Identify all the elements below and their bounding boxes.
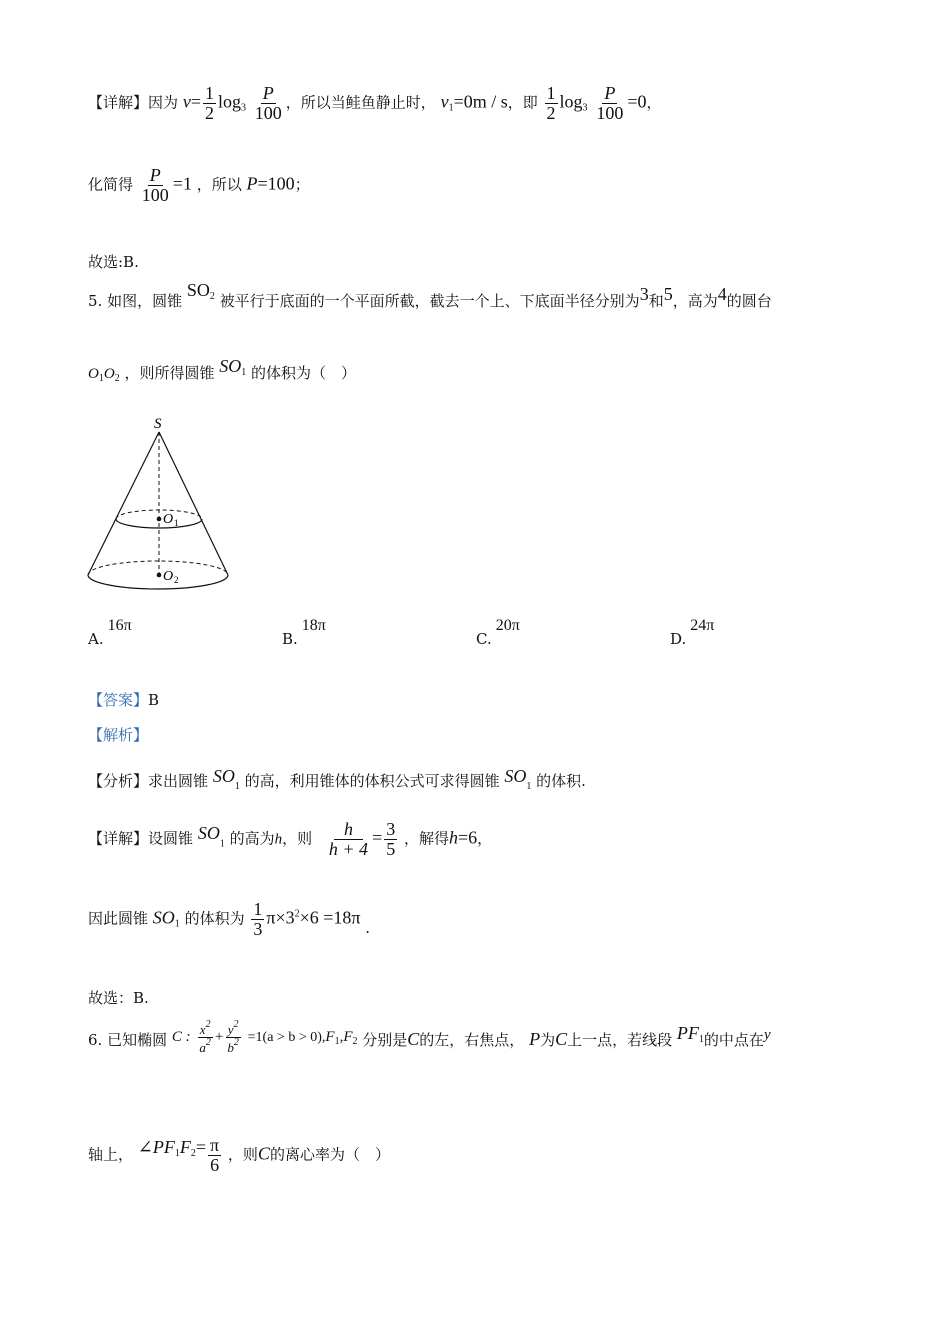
- detail2-line: 【详解】设圆锥 $SO_1$ 的高为h，则 $\frac{h}{h + 4}$ = $\frac{3}{5}$ ，解得h=6，: [88, 819, 493, 859]
- frac-h-over-h4: $\frac{h}{h + 4}$: [328, 819, 369, 859]
- question-5-line2: $O_1O_2$ ，则所得圆锥 $SO^1$ 的体积为（ ）: [88, 356, 357, 384]
- frac-3-5: $\frac{3}{5}$: [386, 819, 396, 859]
- analysis-line: 【分析】求出圆锥 $SO_1$ 的高，利用锥体的体积公式可求得圆锥 $SO_1$ 的体积.: [88, 766, 586, 792]
- cone-figure: [80, 410, 250, 595]
- cone-left-edge: [88, 432, 159, 575]
- simplify-line: 化简得 $\frac{P}{100}$ =1 ，所以 P=100；: [88, 165, 310, 205]
- frac-half: $\frac{1}{2}$: [204, 83, 214, 123]
- base-ellipse-front: [88, 575, 228, 589]
- option-d: D.24π: [670, 617, 715, 648]
- analysis-header: 【解析】: [88, 726, 149, 744]
- answer-label: 【答案】: [88, 691, 149, 709]
- label-o2-sub: 2: [174, 575, 179, 585]
- label-o1: O: [163, 512, 174, 527]
- option-b: B.18π: [282, 617, 326, 648]
- answer-value: B: [148, 691, 160, 709]
- base-ellipse-back: [88, 561, 228, 575]
- frac-y2-b2: $\frac{y^2}{b^2}$: [227, 1019, 239, 1055]
- choice-4: 故选:B.: [88, 253, 139, 271]
- point-o2: [157, 573, 162, 578]
- label-o1-sub: 1: [174, 518, 179, 528]
- frac-third: $\frac{1}{3}$: [253, 899, 263, 939]
- option-c: C.20π: [476, 617, 520, 648]
- frac-p-100: $\frac{P}{100}$: [141, 165, 169, 205]
- volume-line: 因此圆锥 $SO_1$ 的体积为 $\frac{1}{3}$ $\pi\times 3^2\times 6 =18\pi$ .: [88, 899, 371, 939]
- choice-5: 故选：B.: [88, 989, 149, 1007]
- label-o2: O: [163, 569, 174, 584]
- frac-p-100: $\frac{P}{100}$: [254, 83, 282, 123]
- frac-pi-6: $\frac{\pi}{6}$: [210, 1135, 220, 1175]
- math-v: v: [182, 91, 191, 112]
- frac-x2-a2: $\frac{x^2}{a^2}$: [199, 1019, 211, 1055]
- point-o1: [157, 517, 162, 522]
- question-5-line1: 5. 如图，圆锥 $SO^2$ 被平行于底面的一个平面所截，截去一个上、下底面半径分别为3和5，高为4的圆台: [88, 280, 772, 310]
- label-s: S: [154, 416, 162, 432]
- question-6-line2: 轴上， $\angle PF^1F^2=$ $\frac{\pi}{6}$ ，则C的离心率为（ ）: [88, 1135, 390, 1175]
- detail-label: 【详解】: [88, 93, 149, 112]
- detail1-line: 【详解】因为 v= $\frac{1}{2}$ $\log_3$ $\frac{P}{100}$ ，所以当鲑鱼静止时， $v_1=0m / s$，即 $\frac{1}{2}$ $\log_3$ $\frac{P}{100}$ =0，: [88, 83, 662, 123]
- answer-line: [88, 689, 159, 710]
- cone-right-edge: [159, 432, 228, 575]
- question-6-line1: 6. 已知椭圆 C : $\frac{x^2}{a^2}$ + $\frac{y^2}{b^2}$ $=1(a > b > 0),F_1,F_2$ 分别是C的左，右焦点， P为C上一点，若线段 $PF^1$的中点在y: [88, 1019, 771, 1055]
- option-a: A.16π: [88, 617, 132, 648]
